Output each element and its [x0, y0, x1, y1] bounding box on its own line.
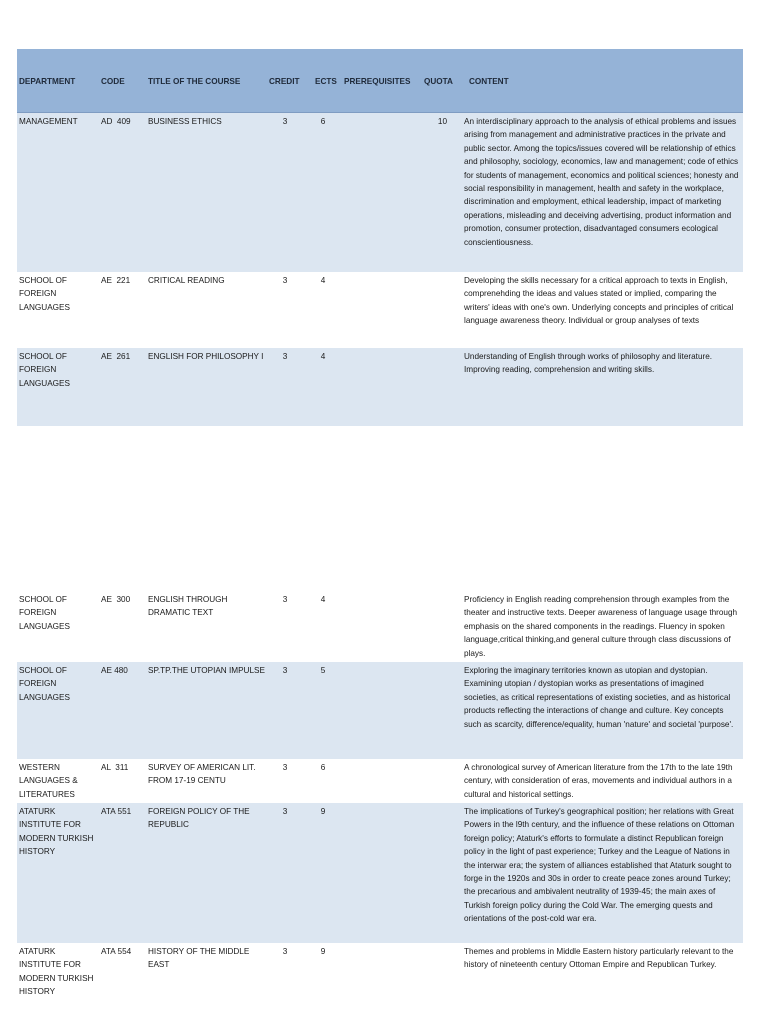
table-row: [17, 662, 743, 759]
cell-credit: 3: [282, 807, 288, 816]
cell-content: Proficiency in English reading comprehension through examples from the theater and instructive texts. Deeper awareness of language usage through emphasis on the shared components in the readings. Fluency in spoken language,critical thinking,and general culture through class discussions of plays.: [464, 595, 738, 658]
cell-quota: 10: [437, 117, 447, 126]
cell-department: SCHOOL OF FOREIGN LANGUAGES: [19, 352, 70, 388]
cell-title: SURVEY OF AMERICAN LIT. FROM 17-19 CENTU: [148, 763, 256, 786]
cell-content: Themes and problems in Middle Eastern history particularly relevant to the history of nineteenth century Ottoman Empire and Republican Turkey.: [464, 947, 734, 970]
cell-department: ATATURK INSTITUTE FOR MODERN TURKISH HISTORY: [19, 947, 94, 997]
cell-content: Developing the skills necessary for a critical approach to texts in English, comprenehding the ideas and values stated or implied, comparing the writers' ideas with one's own. Underlying concepts and principles of critical language awareness theory. Individual or group analyses of texts: [464, 276, 734, 326]
cell-ects: 9: [320, 947, 326, 956]
header-department: DEPARTMENT: [19, 77, 76, 86]
table-row: [17, 943, 743, 1005]
header-content: CONTENT: [469, 77, 509, 86]
cell-code: AE 261: [101, 352, 131, 361]
cell-code: ATA 551: [101, 807, 132, 816]
table-row: [17, 759, 743, 803]
cell-credit: 3: [282, 276, 288, 285]
cell-department: SCHOOL OF FOREIGN LANGUAGES: [19, 666, 70, 702]
cell-code: AL 311: [101, 763, 129, 772]
cell-credit: 3: [282, 763, 288, 772]
header-title: TITLE OF THE COURSE: [148, 77, 241, 86]
cell-credit: 3: [282, 352, 288, 361]
cell-title: HISTORY OF THE MIDDLE EAST: [148, 947, 250, 970]
cell-ects: 9: [320, 807, 326, 816]
cell-credit: 3: [282, 947, 288, 956]
cell-ects: 6: [320, 763, 326, 772]
course-table-top: [17, 49, 743, 426]
cell-code: AE 300: [101, 595, 131, 604]
cell-content: Understanding of English through works of philosophy and literature. Improving reading, comprehension and writing skills.: [464, 352, 713, 375]
cell-credit: 3: [282, 666, 288, 675]
cell-ects: 5: [320, 666, 326, 675]
table-header-row: [17, 49, 743, 113]
cell-ects: 6: [320, 117, 326, 126]
cell-content: A chronological survey of American literature from the 17th to the late 19th century, with consideration of eras, movements and individual authors in a cultural and historical settings.: [464, 763, 733, 799]
cell-department: MANAGEMENT: [19, 117, 78, 126]
cell-code: AD 409: [101, 117, 131, 126]
cell-title: ENGLISH FOR PHILOSOPHY I: [148, 352, 264, 361]
cell-department: SCHOOL OF FOREIGN LANGUAGES: [19, 595, 70, 631]
table-row: [17, 591, 743, 662]
cell-credit: 3: [282, 595, 288, 604]
cell-title: SP.TP.THE UTOPIAN IMPULSE: [148, 666, 265, 675]
cell-title: BUSINESS ETHICS: [148, 117, 222, 126]
cell-code: ATA 554: [101, 947, 132, 956]
cell-department: SCHOOL OF FOREIGN LANGUAGES: [19, 276, 70, 312]
cell-credit: 3: [282, 117, 288, 126]
cell-ects: 4: [320, 595, 326, 604]
cell-code: AE 480: [101, 666, 128, 675]
header-ects: ECTS: [315, 77, 337, 86]
cell-code: AE 221: [101, 276, 131, 285]
cell-department: WESTERN LANGUAGES & LITERATURES: [19, 763, 78, 799]
cell-department: ATATURK INSTITUTE FOR MODERN TURKISH HISTORY: [19, 807, 94, 857]
table-row: [17, 113, 743, 272]
header-credit: CREDIT: [269, 77, 300, 86]
cell-content: Exploring the imaginary territories known as utopian and dystopian. Examining utopian / dystopian works as presentations of imagined societies, as critical representations of existing societies, and as historical products reflecting the interactions of change and culture. Key concepts such as scarcity, difference/equality, human 'nature' and societal 'purpose'.: [464, 666, 734, 729]
cell-content: An interdisciplinary approach to the analysis of ethical problems and issues arising from management and administrative practices in the private and public sector. Among the topics/issues covered will be relationship of ethics and philosophy, sociology, economics, law and management; code of ethics for students of management, economics and political sciences; honesty and social responsibility in management, health and safety in the workplace, discrimination and employment, ethical leadership, impact of marketing operations, misleading and deceiving advertising, product information and promotion, consumer protection, disadvantaged consumers ecological conscientiousness.: [464, 117, 739, 247]
cell-title: CRITICAL READING: [148, 276, 225, 285]
cell-title: ENGLISH THROUGH DRAMATIC TEXT: [148, 595, 228, 618]
table-row: [17, 272, 743, 348]
header-prerequisites: PREREQUISITES: [344, 77, 411, 86]
header-quota: QUOTA: [424, 77, 453, 86]
table-row: [17, 348, 743, 426]
cell-ects: 4: [320, 352, 326, 361]
table-row: [17, 803, 743, 943]
cell-ects: 4: [320, 276, 326, 285]
cell-title: FOREIGN POLICY OF THE REPUBLIC: [148, 807, 250, 830]
cell-content: The implications of Turkey's geographical position; her relations with Great Powers in the l9th century, and the influence of these relations on Ottoman foreign policy; Ataturk's efforts to formulate a distinct Republican foreign policy in the light of past experience; Turkey and the League of Nations in the interwar era; the system of alliances established that Ataturk sought to forge in the 1920s and 30s in order to create peace zones around Turkey; the precarious and ambivalent neutrality of 1939-45; the main axes of Turkish foreign policy during the Cold War. The emerging quests and orientations of the post-cold war era.: [464, 807, 735, 924]
header-code: CODE: [101, 77, 125, 86]
course-table-bottom: [17, 591, 743, 1005]
